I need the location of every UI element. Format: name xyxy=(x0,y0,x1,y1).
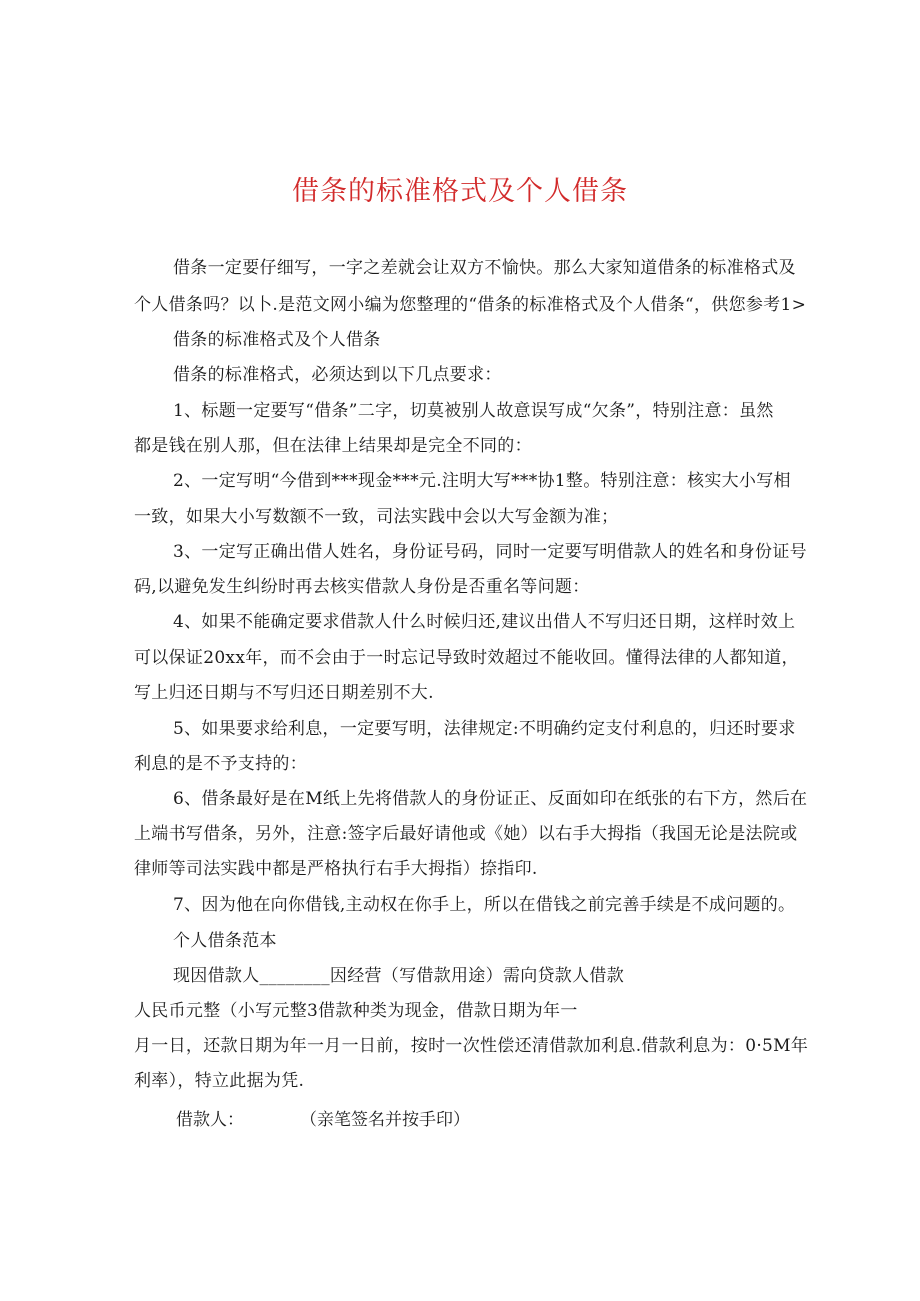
paragraph-line: 一致，如果大小写数额不一致，司法实践中会以大写金额为准； xyxy=(134,507,619,527)
paragraph-line: 7、因为他在向你借钱,主动权在你手上，所以在借钱之前完善手续是不成问题的。 xyxy=(173,895,796,915)
document-title: 借条的标准格式及个人借条 xyxy=(292,176,628,207)
paragraph-line: 可以保证20xx年，而不会由于一时忘记导致时效超过不能收回。懂得法律的人都知道， xyxy=(134,648,799,668)
paragraph-line: 借条的标准格式及个人借条 xyxy=(173,330,381,350)
paragraph-line: 律师等司法实践中都是严格执行右手大拇指）捺指印. xyxy=(134,859,538,879)
paragraph-line: 写上归还日期与不写归还日期差别不大. xyxy=(134,683,434,703)
paragraph-line: 3、一定写正确出借人姓名，身份证号码，同时一定要写明借款人的姓名和身份证号 xyxy=(173,542,807,562)
paragraph-line: 1、标题一定要写“借条”二字，切莫被别人故意误写成“欠条”，特别注意：虽然 xyxy=(173,401,774,421)
borrower-label: 借款人： xyxy=(176,1110,244,1130)
template-line: 利率），特立此据为凭. xyxy=(134,1071,305,1091)
signature-note: （亲笔签名并按手印） xyxy=(300,1110,470,1130)
paragraph-line: 个人借条吗？以卜.是范文网小编为您整理的“借条的标准格式及个人借条“，供您参考1> xyxy=(134,295,807,315)
paragraph-line: 上端书写借条，另外，注意:签字后最好请他或《她）以右手大拇指（我国无论是法院或 xyxy=(134,824,798,844)
paragraph-line: 5、如果要求给利息，一定要写明，法律规定:不明确约定支付利息的，归还时要求 xyxy=(173,719,796,739)
paragraph-line: 2、一定写明“今借到***现金***元.注明大写***协1整。特别注意：核实大小写相 xyxy=(173,471,791,491)
paragraph-line: 6、借条最好是在M纸上先将借款人的身份证正、反面如印在纸张的右下方，然后在 xyxy=(173,789,808,809)
paragraph-line: 借条的标准格式，必须达到以下几点要求： xyxy=(173,365,502,385)
template-line: 月一日，还款日期为年一月一日前，按时一次性偿还清借款加利息.借款利息为：0·5M年 xyxy=(134,1036,809,1056)
paragraph-line: 利息的是不予支持的： xyxy=(134,754,307,774)
paragraph-line: 借条一定要仔细写，一字之差就会让双方不愉快。那么大家知道借条的标准格式及 xyxy=(173,258,796,278)
section-heading: 个人借条范本 xyxy=(173,931,277,951)
template-line: 人民币元整（小写元整3借款种类为现金，借款日期为年一 xyxy=(134,1001,578,1021)
template-line: 现因借款人________因经营（写借款用途）需向贷款人借款 xyxy=(173,966,624,986)
paragraph-line: 码,以避免发生纠纷时再去核实借款人身份是否重名等问题： xyxy=(134,577,590,597)
paragraph-line: 都是钱在别人那，但在法律上结果却是完全不同的： xyxy=(134,436,532,456)
paragraph-line: 4、如果不能确定要求借款人什么时候归还,建议出借人不写归还日期，这样时效上 xyxy=(173,612,796,632)
